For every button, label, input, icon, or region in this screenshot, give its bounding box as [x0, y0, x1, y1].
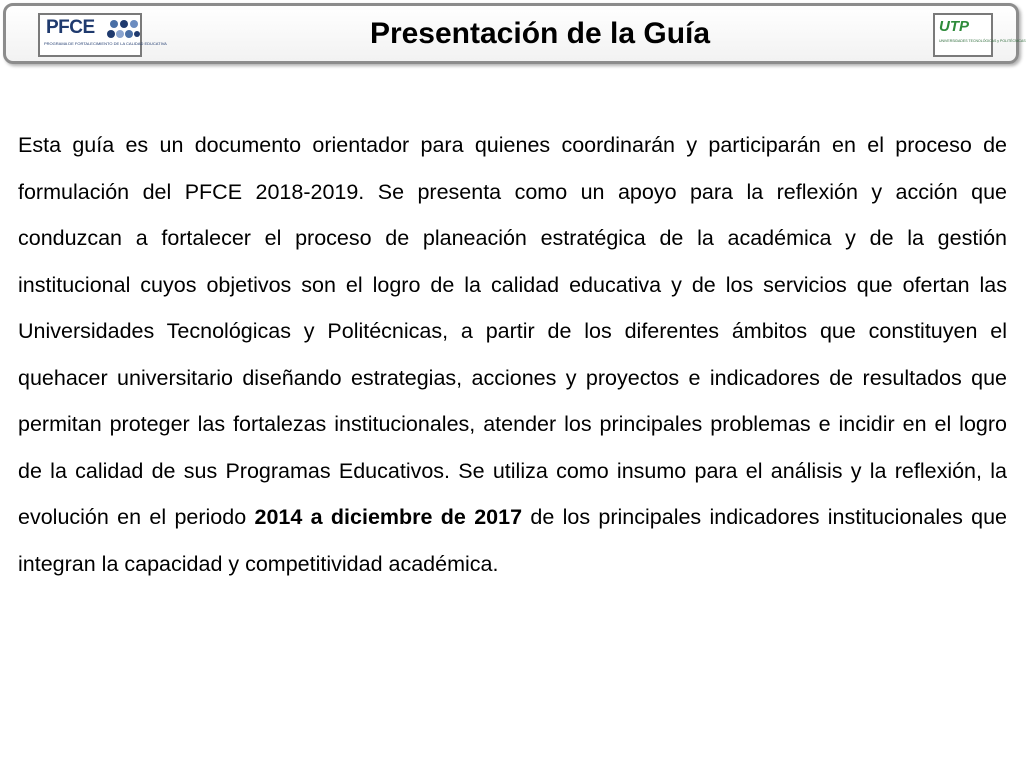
pfce-logo — [38, 13, 167, 57]
utp-logo — [933, 13, 1026, 57]
page-title: Presentación de la Guía — [369, 17, 711, 50]
body-text-bold-period: 2014 a diciembre de 2017 — [254, 505, 523, 529]
pfce-logo-icon — [106, 19, 140, 41]
pfce-logo-caption: PROGRAMA DE FORTALECIMIENTO DE LA CALIDAD EDUCATIVA — [44, 41, 167, 46]
body-paragraph — [18, 122, 1007, 587]
pfce-logo-mark: PFCE — [46, 17, 95, 38]
body-text-part1: Esta guía es un documento orientador para quienes coordinarán y participarán en el proceso de formulación del PFCE 2018-2019. Se presenta como un apoyo para la reflexión y acción que conduzcan a fortalecer el proceso de planeación estratégica de la académica y de la gestión institucional cuyos objetivos son el logro de la calidad educativa y de los servicios que ofertan las Universidades Tecnológicas y Politécnicas, a partir de los diferentes ámbitos que constituyen el quehacer universitario diseñando estrategias, acciones y proyectos e indicadores de resultados que permitan proteger las fortalezas institucionales, atender los principales problemas e incidir en el logro de la calidad de sus Programas Educativos. Se utiliza como insumo para el análisis y la reflexión, la evolución en el periodo — [18, 133, 1007, 529]
utp-logo-caption: UNIVERSIDADES TECNOLÓGICAS y POLITÉCNICAS — [939, 39, 1026, 43]
body-text-part2: de los principales indicadores institucionales que integran la capacidad y competitividad académica. — [18, 505, 1008, 576]
utp-logo-icon: UTP — [939, 18, 969, 35]
